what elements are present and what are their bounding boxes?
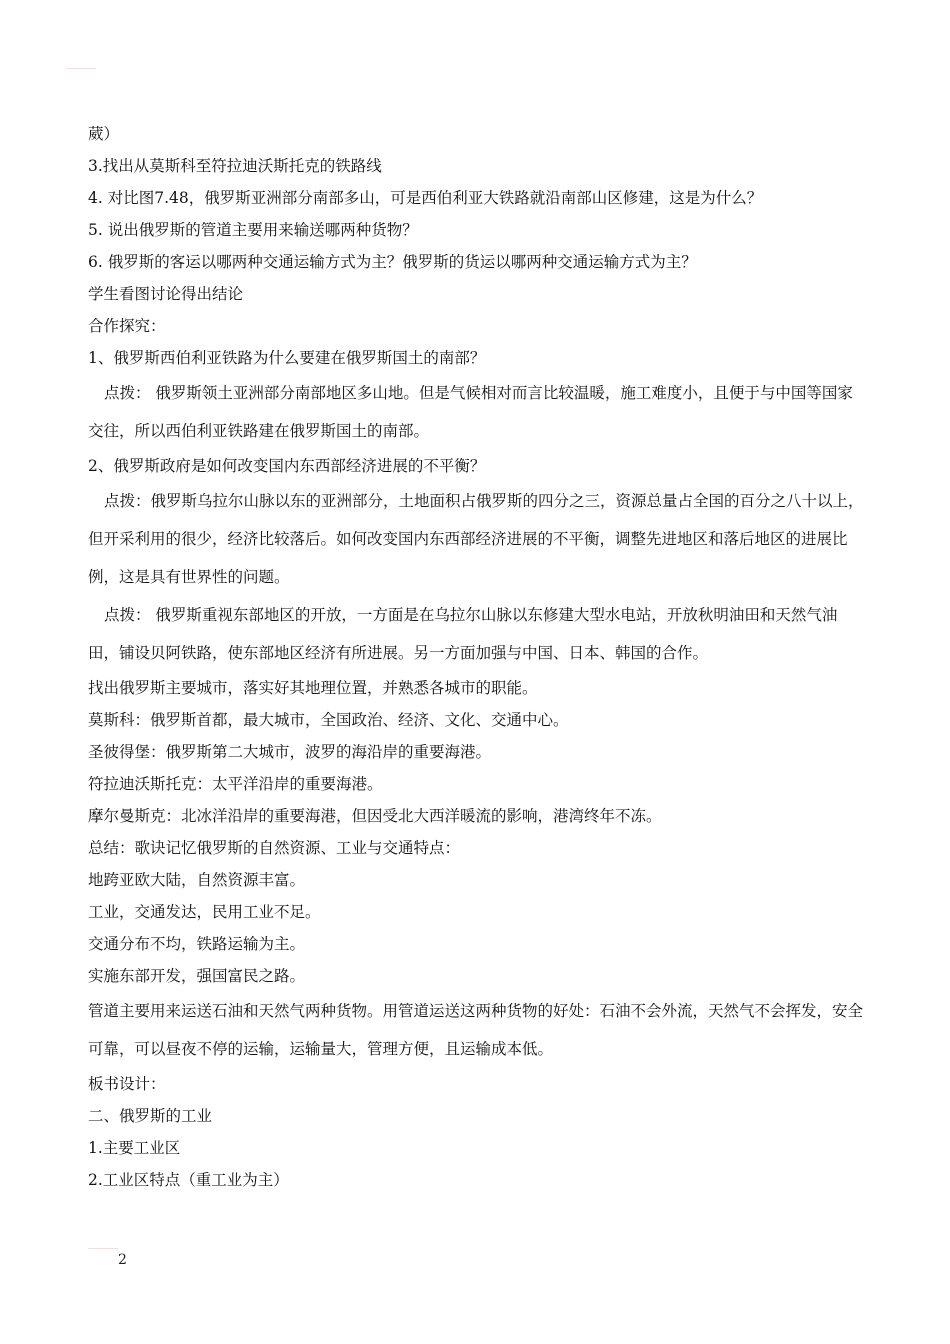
board-line: 二、俄罗斯的工业 bbox=[88, 1107, 213, 1125]
pipeline-paragraph: 管道主要用来运送石油和天然气两种货物。用管道运送这两种货物的好处：石油不会外流，天然气不会挥发，安全可靠，可以昼夜不停的运输，运输量大，管理方便，且运输成本低。 bbox=[88, 1002, 864, 1058]
question-line: 1、俄罗斯西伯利亚铁路为什么要建在俄罗斯国土的南部？ bbox=[88, 349, 486, 367]
city-line: 摩尔曼斯克：北冰洋沿岸的重要海港，但因受北大西洋暖流的影响，港湾终年不冻。 bbox=[88, 807, 662, 825]
text-line: 6. 俄罗斯的客运以哪两种交通运输方式为主？俄罗斯的货运以哪两种交通运输方式为主？ bbox=[88, 253, 697, 271]
text-line: 学生看图讨论得出结论 bbox=[88, 285, 244, 303]
board-line: 1.主要工业区 bbox=[88, 1139, 181, 1157]
verse-line: 地跨亚欧大陆，自然资源丰富。 bbox=[88, 871, 306, 889]
page-number: 2 bbox=[118, 1252, 127, 1268]
document-body bbox=[88, 118, 868, 1196]
board-line: 2.工业区特点（重工业为主） bbox=[88, 1171, 289, 1189]
verse-line: 交通分布不均，铁路运输为主。 bbox=[88, 935, 306, 953]
summary-heading: 总结：歌诀记忆俄罗斯的自然资源、工业与交通特点： bbox=[88, 839, 461, 857]
hint-paragraph: 点拨： 俄罗斯重视东部地区的开放，一方面是在乌拉尔山脉以东修建大型水电站，开放秋明油田和天然气油田，铺设贝阿铁路，使东部地区经济有所进展。另一方面加强与中国、日本、韩国的合作。 bbox=[88, 606, 838, 662]
question-line: 2、俄罗斯政府是如何改变国内东西部经济进展的不平衡？ bbox=[88, 457, 486, 475]
hint-paragraph: 点拨：俄罗斯乌拉尔山脉以东的亚洲部分，土地面积占俄罗斯的四分之三，资源总量占全国的百分之八十以上，但开采利用的很少，经济比较落后。如何改变国内东西部经济进展的不平衡，调整先进地区和落后地区的进展比例，这是具有世界性的问题。 bbox=[88, 492, 864, 586]
section-heading: 合作探究： bbox=[88, 317, 166, 335]
text-line: 找出俄罗斯主要城市，落实好其地理位置，并熟悉各城市的职能。 bbox=[88, 679, 538, 697]
verse-line: 工业，交通发达，民用工业不足。 bbox=[88, 903, 321, 921]
verse-line: 实施东部开发，强国富民之路。 bbox=[88, 967, 306, 985]
hint-paragraph: 点拨： 俄罗斯领土亚洲部分南部地区多山地。但是气候相对而言比较温暖，施工难度小，且便于与中国等国家交往，所以西伯利亚铁路建在俄罗斯国土的南部。 bbox=[88, 384, 853, 440]
city-line: 圣彼得堡：俄罗斯第二大城市，波罗的海沿岸的重要海港。 bbox=[88, 743, 492, 761]
board-design-heading: 板书设计： bbox=[88, 1075, 166, 1093]
text-line: 5. 说出俄罗斯的管道主要用来输送哪两种货物？ bbox=[88, 221, 418, 239]
city-line: 莫斯科：俄罗斯首都，最大城市，全国政治、经济、文化、交通中心。 bbox=[88, 711, 569, 729]
text-line: 4. 对比图7.48，俄罗斯亚洲部分南部多山，可是西伯利亚大铁路就沿南部山区修建，这是为什么？ bbox=[88, 189, 763, 207]
corner-mark-top bbox=[66, 68, 96, 69]
corner-mark-bottom bbox=[88, 1248, 118, 1249]
text-line: 3.找出从莫斯科至符拉迪沃斯托克的铁路线 bbox=[88, 157, 382, 175]
text-line: 葳） bbox=[88, 125, 120, 143]
city-line: 符拉迪沃斯托克：太平洋沿岸的重要海港。 bbox=[88, 775, 383, 793]
